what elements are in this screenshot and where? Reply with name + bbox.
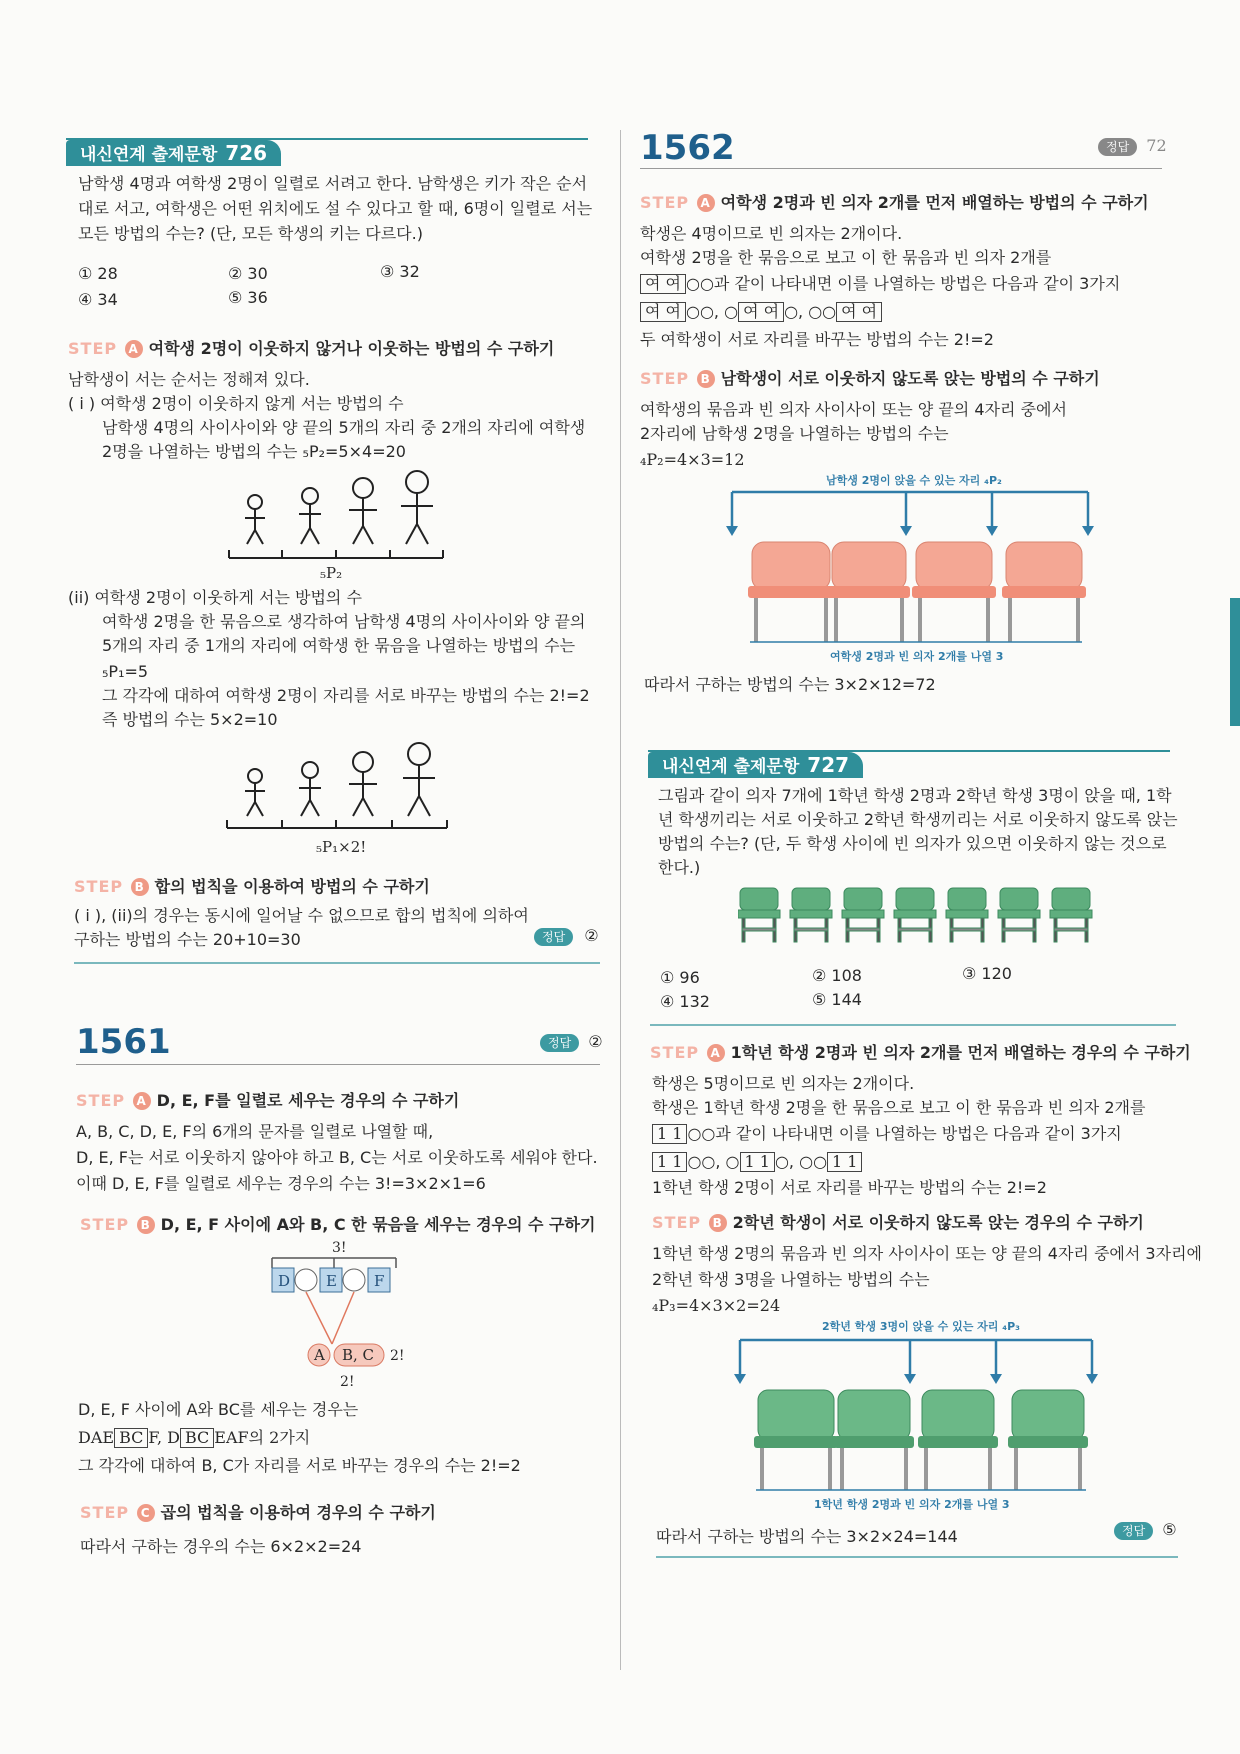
green-chair-4: [894, 888, 936, 942]
letter-e: E: [326, 1272, 337, 1290]
q727-final: 따라서 구하는 방법의 수는 3×2×24=144: [656, 1527, 958, 1546]
fig1-label: ₅P₂: [320, 564, 343, 582]
q727-stepB-heading: STEP B 2학년 학생이 서로 이웃하지 않도록 앉는 경우의 수 구하기: [652, 1213, 1144, 1232]
q727-fig-bottom-label: 1학년 학생 2명과 빈 의자 2개를 나열 3: [814, 1498, 1010, 1511]
q726-bottom-rule: [74, 962, 600, 964]
stick-figure-2: [299, 488, 321, 544]
green-chair-1: [738, 888, 780, 942]
green-chairs-row: [738, 886, 1094, 946]
q727-choice-1: ① 96: [660, 968, 700, 987]
p1561-stepC-heading: STEP C 곱의 법칙을 이용하여 경우의 수 구하기: [80, 1503, 436, 1522]
q727-bottom-rule: [656, 1556, 1178, 1558]
p1562-answer: 정답 72: [1098, 136, 1167, 156]
q727-choice-3: ③ 120: [962, 964, 1012, 983]
green-big-chair-1: [754, 1390, 838, 1490]
stick-figure-1: [245, 495, 265, 544]
q727-fig-top-label: 2학년 학생 3명이 앉을 수 있는 자리 ₄P₃: [822, 1320, 1020, 1333]
fig-right-2fact: 2!: [390, 1348, 405, 1364]
q727-choice-4: ④ 132: [660, 992, 710, 1011]
p1561-stepC-line: 따라서 구하는 경우의 수는 6×2×2=24: [80, 1537, 362, 1556]
problem-1561-number: 1561: [76, 1022, 171, 1062]
letter-d: D: [278, 1272, 291, 1290]
green-big-chair-2: [834, 1390, 914, 1490]
fig-3fact-label: 3!: [332, 1240, 347, 1256]
pink-chairs-figure: [720, 486, 1100, 656]
letter-f: F: [374, 1272, 385, 1290]
boys-arrangement-figure-2: [215, 738, 455, 838]
fig2-label: ₅P₁×2!: [316, 838, 367, 856]
green-chairs-figure: [730, 1334, 1110, 1504]
gap-circle-1: [295, 1269, 317, 1291]
q727-choice-2: ② 108: [812, 966, 862, 985]
q726-choice-5: ⑤ 36: [228, 288, 268, 307]
q726-header-rule: [66, 138, 588, 140]
pink-chair-4: [1002, 542, 1086, 642]
p1562-stepB-heading: STEP B 남학생이 서로 이웃하지 않도록 앉는 방법의 수 구하기: [640, 369, 1100, 388]
q726-choice-1: ① 28: [78, 264, 118, 283]
q726-choice-2: ② 30: [228, 264, 268, 283]
green-chair-7: [1050, 888, 1092, 942]
p1562-final: 따라서 구하는 방법의 수는 3×2×12=72: [644, 675, 936, 694]
p1562-fig-bottom-label: 여학생 2명과 빈 의자 2개를 나열 3: [830, 650, 1004, 663]
pink-chair-2: [828, 542, 910, 642]
p1562-rule: [640, 168, 1162, 169]
answer-badge: 정답: [534, 928, 573, 946]
q727-header-rule: [648, 750, 1170, 752]
stick-figure-3: [349, 478, 377, 544]
stick-figure-4: [403, 743, 435, 816]
green-big-chair-4: [1008, 1390, 1088, 1490]
q726-stepB-heading: STEP B 합의 법칙을 이용하여 방법의 수 구하기: [74, 877, 430, 896]
p1561-answer: 정답 ②: [540, 1032, 603, 1052]
problem-1562-number: 1562: [640, 128, 735, 168]
q727-stepA-heading: STEP A 1학년 학생 2명과 빈 의자 2개를 먼저 배열하는 경우의 수 구하기: [650, 1043, 1191, 1062]
q726-stepA-heading: STEP A 여학생 2명이 이웃하지 않거나 이웃하는 방법의 수 구하기: [68, 339, 555, 358]
pink-chair-1: [748, 542, 834, 642]
q726-answer: 정답 ②: [534, 926, 599, 946]
green-chair-5: [946, 888, 988, 942]
fig-bottom-2fact: 2!: [340, 1374, 355, 1390]
p1561-stepA-heading: STEP A D, E, F를 일렬로 세우는 경우의 수 구하기: [76, 1091, 460, 1110]
green-chair-2: [790, 888, 832, 942]
stick-figure-4: [401, 471, 433, 544]
p1562-fig-top-label: 남학생 2명이 앉을 수 있는 자리 ₄P₂: [826, 474, 1002, 487]
letters-bc: B, C: [342, 1346, 375, 1364]
q727-answer: 정답 ⑤: [1114, 1520, 1177, 1540]
q726-choice-4: ④ 34: [78, 290, 118, 309]
q726-choice-3: ③ 32: [380, 262, 420, 281]
p1561-rule: [76, 1064, 600, 1065]
p1562-stepA-heading: STEP A 여학생 2명과 빈 의자 2개를 먼저 배열하는 방법의 수 구하기: [640, 193, 1149, 212]
stick-figure-3: [349, 752, 377, 816]
q727-choice-5: ⑤ 144: [812, 990, 862, 1009]
gap-circle-2: [343, 1269, 365, 1291]
p1561-stepB-heading: STEP B D, E, F 사이에 A와 B, C 한 묶음을 세우는 경우의 수 구하기: [80, 1215, 596, 1234]
letter-a: A: [314, 1346, 325, 1364]
q727-choices-rule: [650, 1024, 1176, 1026]
page-edge-tab: [1230, 598, 1240, 726]
stick-figure-2: [299, 762, 321, 816]
q726-header: 내신연계 출제문항 726: [66, 140, 281, 166]
pink-chair-3: [912, 542, 996, 642]
stick-figure-1: [245, 769, 265, 816]
q727-header: 내신연계 출제문항 727: [648, 752, 863, 778]
column-divider: [620, 130, 621, 1670]
green-chair-3: [842, 888, 884, 942]
green-big-chair-3: [918, 1390, 998, 1490]
green-chair-6: [998, 888, 1040, 942]
